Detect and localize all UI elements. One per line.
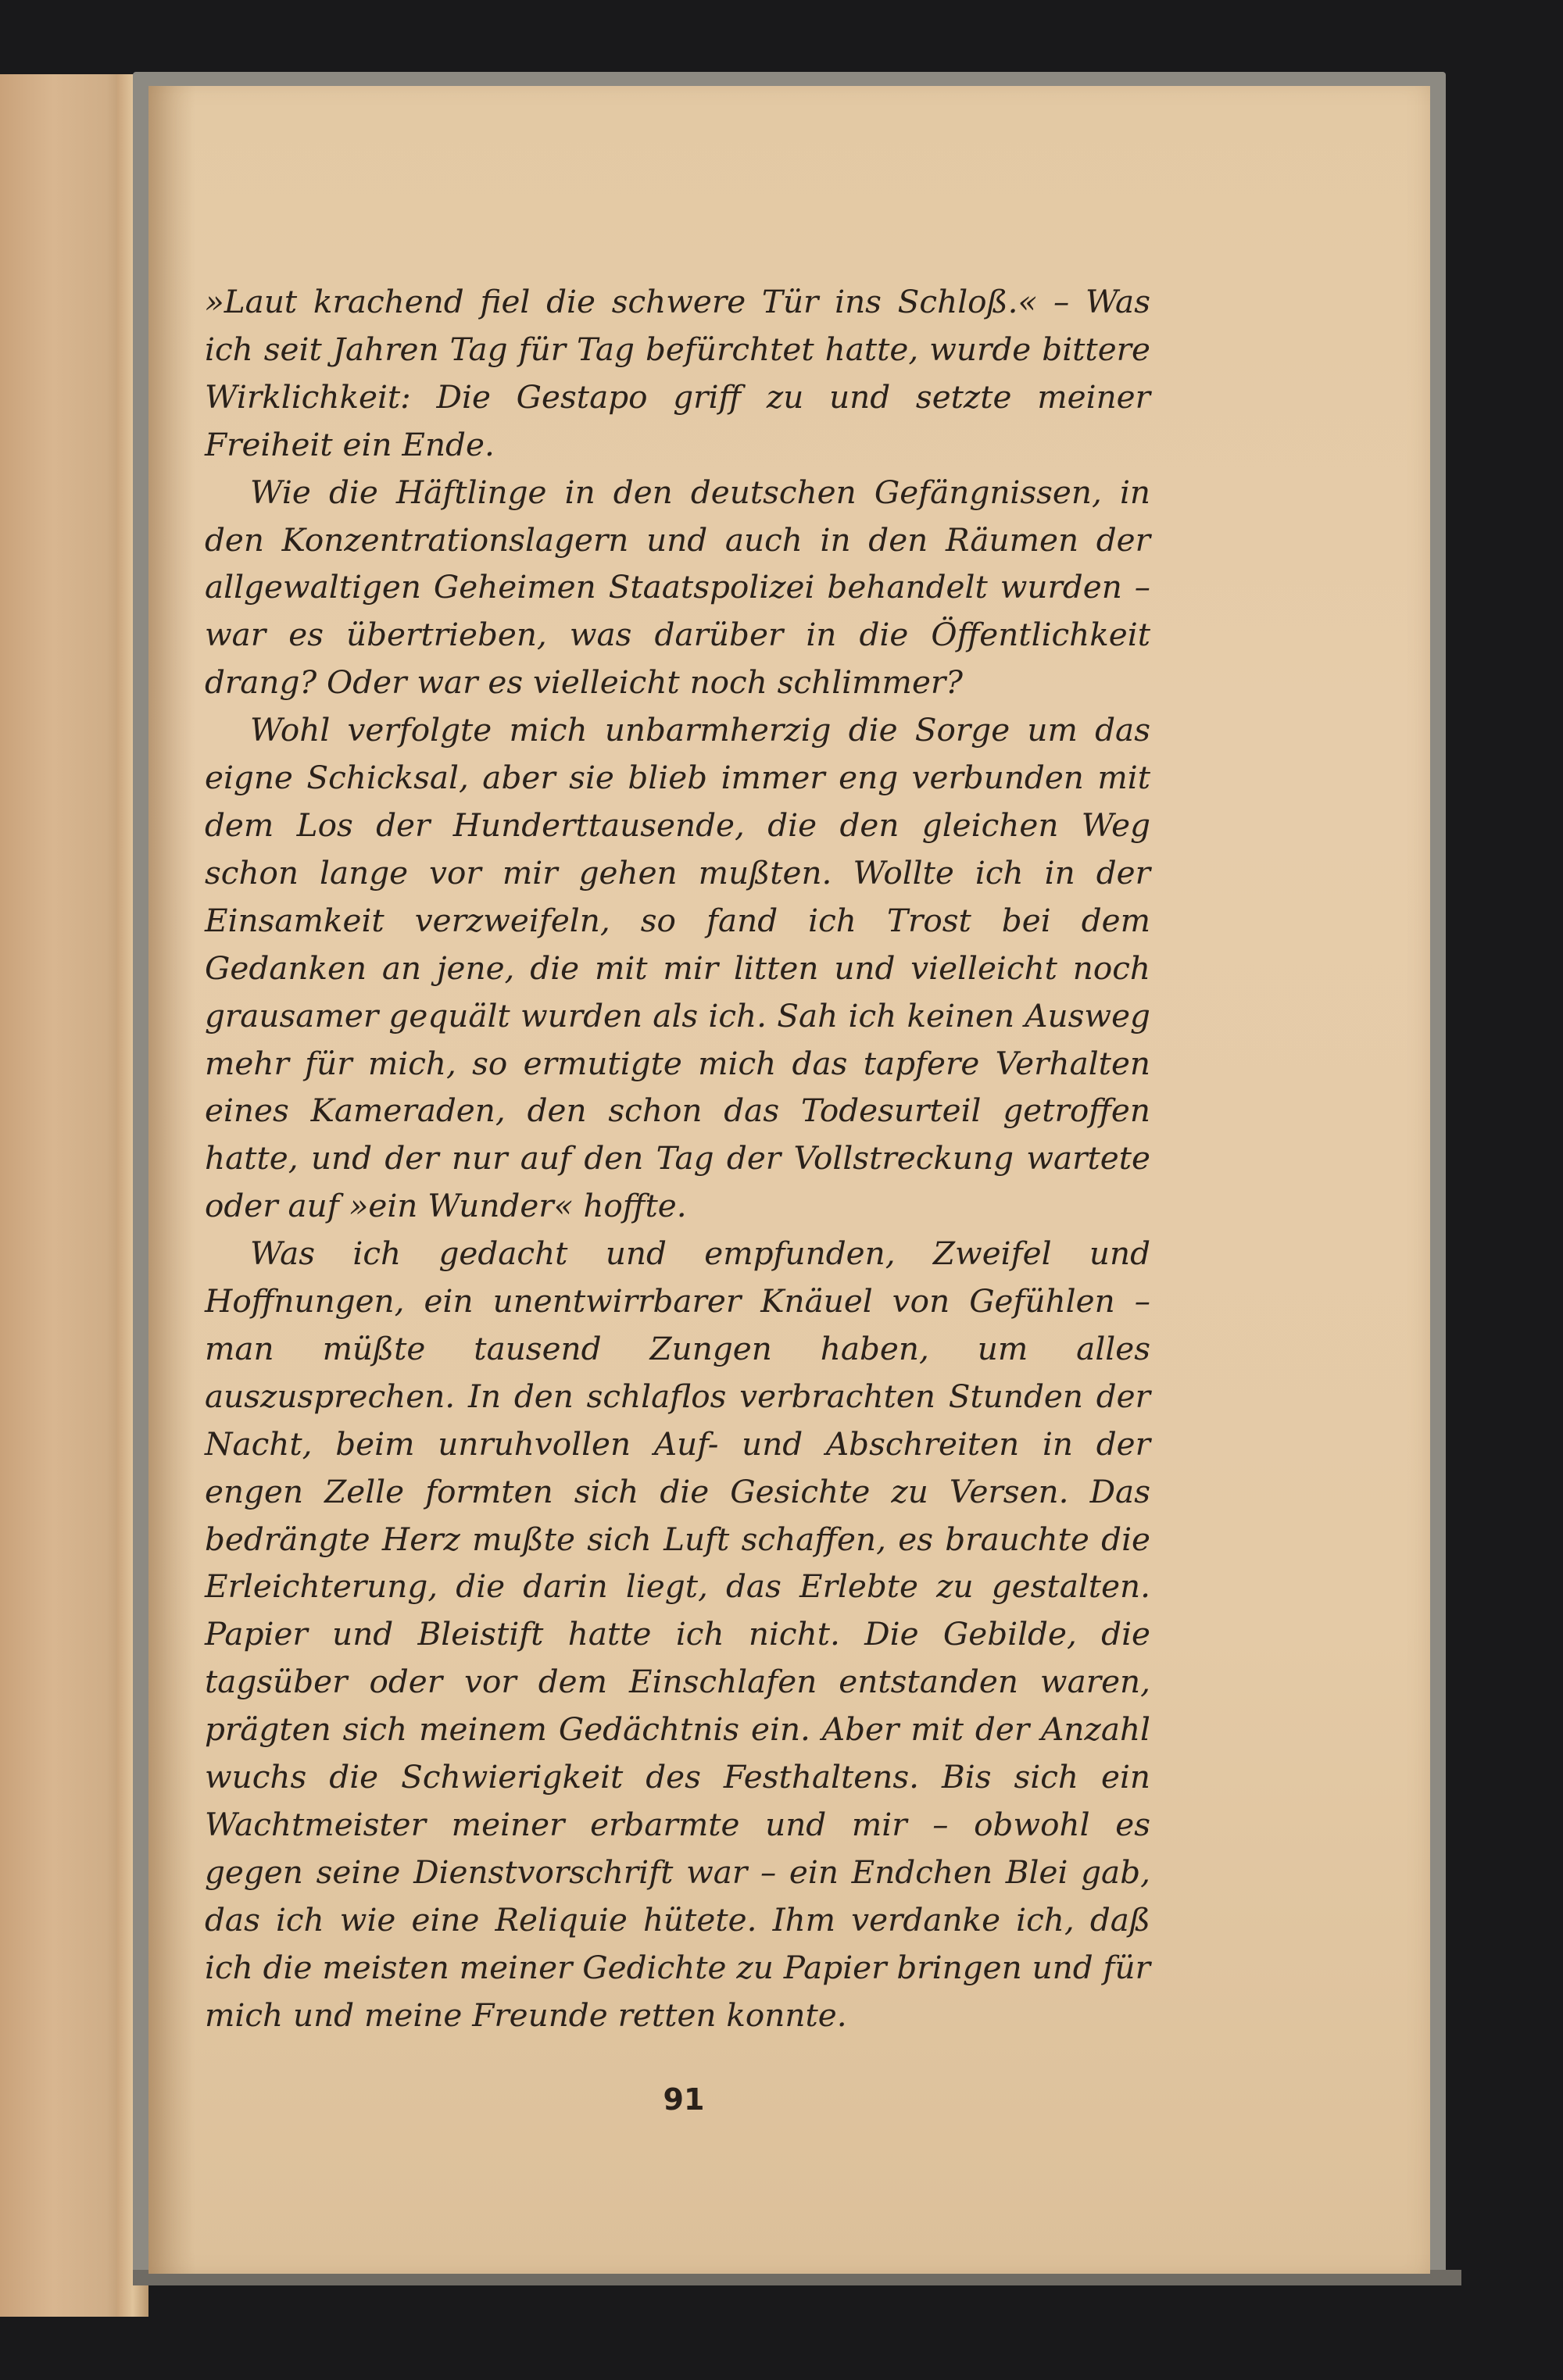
paragraph: Wohl verfolgte mich unbarmherzig die Sorge um das eigne Schicksal, aber sie blieb immer eng verbunden mit dem Los der Hunderttausende, die den gleichen Weg schon lange vor mir gehen mußten. Wollte ich in der Einsamkeit verzweifeln, so fand ich Trost bei dem Gedanken an jene, die mit mir litten und vielleicht noch grausamer gequält wurden als ich. Sah ich keinen Ausweg mehr für mich, so ermutigte mich das tapfere Verhalten eines Kameraden, den schon das Todesurteil getroffen hatte, und der nur auf den Tag der Vollstreckung wartete oder auf »ein Wunder« hoffte. xyxy=(205,711,1150,1225)
page-number: 91 xyxy=(663,2082,705,2117)
left-facing-page xyxy=(0,74,133,2317)
gutter-shadow xyxy=(148,86,195,2274)
paragraph: »Laut krachend fiel die schwere Tür ins Schloß.« – Was ich seit Jahren Tag für Tag befürchtet hatte, wurde bittere Wirklichkeit: Die Gestapo griff zu und setzte meiner Freiheit ein Ende. xyxy=(205,283,1150,463)
paragraph: Wie die Häftlinge in den deutschen Gefängnissen, in den Konzentrationslagern und auch in den Räumen der allgewaltigen Geheimen Staatspolizei behandelt wurden – war es übertrieben, was darüber in die Öffentlichkeit drang? Oder war es vielleicht noch schlimmer? xyxy=(205,473,1150,702)
body-text xyxy=(205,278,1150,2039)
paragraph: Was ich gedacht und empfunden, Zweifel und Hoffnungen, ein unentwirrbarer Knäuel von Gefühlen – man müßte tausend Zungen haben, um alles auszusprechen. In den schlaflos verbrachten Stunden der Nacht, beim unruhvollen Auf- und Abschreiten in der engen Zelle formten sich die Gesichte zu Versen. Das bedrängte Herz mußte sich Luft schaffen, es brauchte die Erleichterung, die darin liegt, das Erlebte zu gestalten. Papier und Bleistift hatte ich nicht. Die Gebilde, die tagsüber oder vor dem Einschlafen entstanden waren, prägten sich meinem Gedächtnis ein. Aber mit der Anzahl wuchs die Schwierigkeit des Festhaltens. Bis sich ein Wachtmeister meiner erbarmte und mir – obwohl es gegen seine Dienstvorschrift war – ein Endchen Blei gab, das ich wie eine Reliquie hütete. Ihm verdanke ich, daß ich die meisten meiner Gedichte zu Papier bringen und für mich und meine Freunde retten konnte. xyxy=(205,1235,1150,2034)
